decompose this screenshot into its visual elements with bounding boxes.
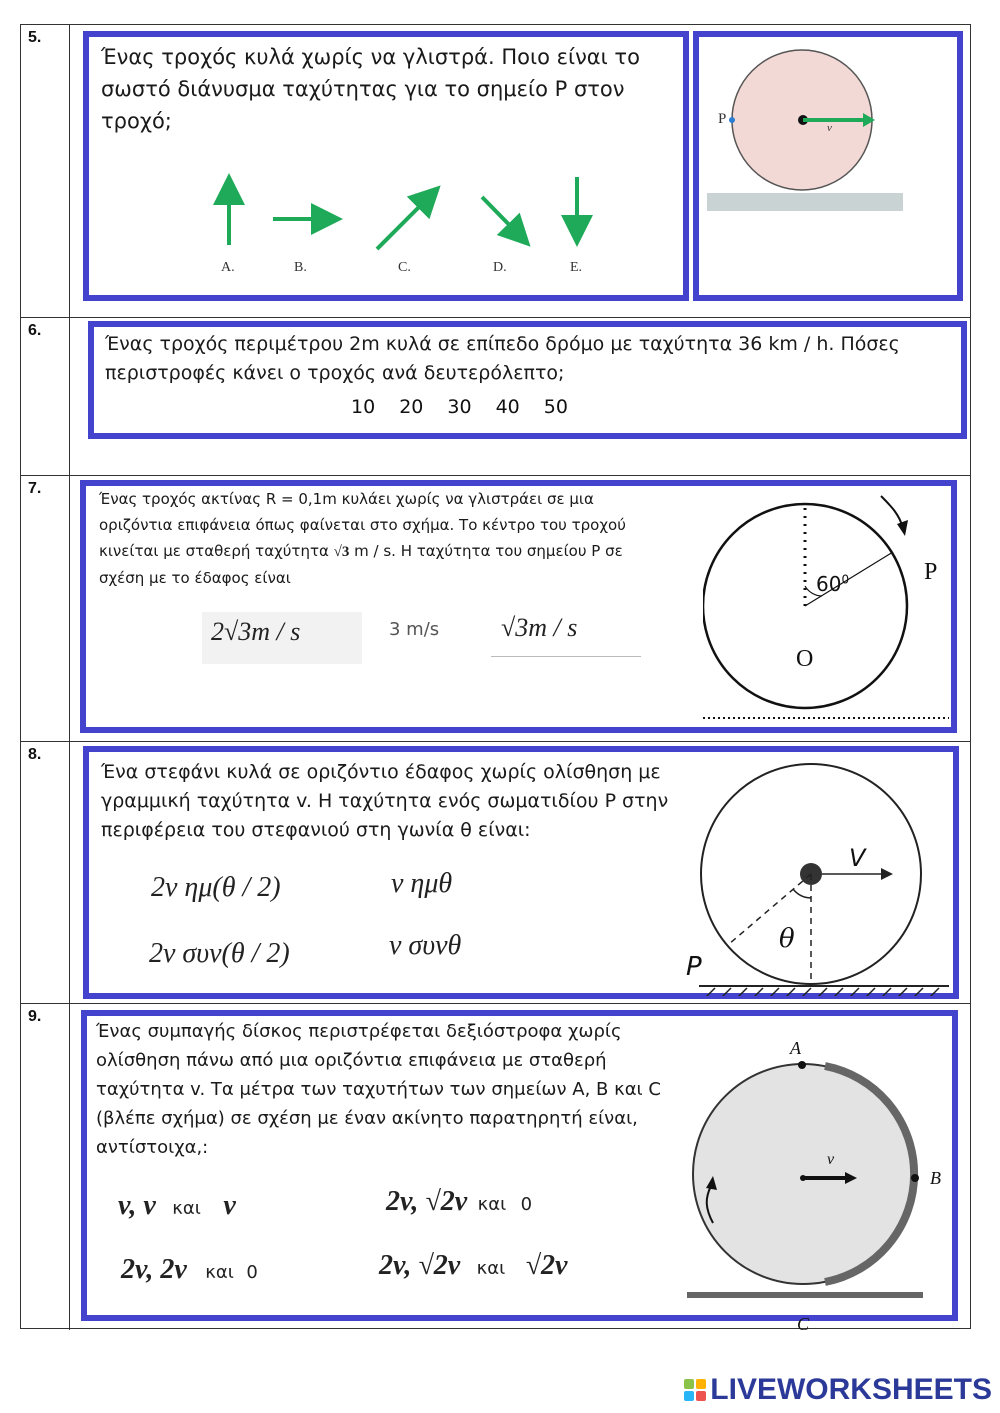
question-text: Ένας τροχός ακτίνας R = 0,1m κυλάει χωρίς να γλιστράει σε μια οριζόντια επιφάνεια όπως φαίνεται στο σχήμα. Το κέντρο του τροχού κινείται με σταθερή ταχύτητα √3 m / s. Η ταχύτητα του σημείου P σε σχέση με το έδαφος είναι	[99, 490, 626, 587]
question-text: Ένας τροχός κυλά χωρίς να γλιστρά. Ποιο είναι το σωστό διάνυσμα ταχύτητας για το σημείο P στον τροχό;	[101, 45, 640, 133]
wheel-angle-figure	[703, 486, 953, 726]
option-label: A.	[221, 260, 235, 275]
option-label: B.	[294, 260, 307, 275]
option[interactable]: 2√3m / s	[211, 617, 301, 646]
option[interactable]: v ημθ	[391, 868, 453, 899]
option[interactable]: 2v συν(θ / 2)	[149, 938, 290, 969]
question-number: 8.	[28, 746, 42, 763]
option[interactable]: 10	[351, 396, 376, 418]
point-label: P	[686, 952, 702, 982]
question-number: 9.	[28, 1008, 42, 1025]
question-number: 7.	[28, 480, 42, 497]
point-a-label: A	[790, 1038, 801, 1058]
wheel-figure	[705, 45, 925, 245]
option[interactable]: 2v, √2v και 0	[386, 1186, 533, 1217]
option[interactable]: 2v, 2v και 0	[121, 1254, 258, 1285]
arrow-d	[482, 197, 525, 241]
option[interactable]: 20	[399, 396, 424, 418]
center-label: O	[796, 646, 814, 672]
option-label: C.	[398, 260, 411, 275]
option[interactable]: 40	[495, 396, 520, 418]
question-row-8	[21, 742, 970, 1004]
option-label: E.	[570, 260, 583, 275]
option[interactable]: v, v και v	[118, 1190, 236, 1221]
arrow-c	[377, 191, 435, 249]
option[interactable]: v συνθ	[389, 930, 462, 961]
question-number: 6.	[28, 322, 42, 339]
question-text: Ένα στεφάνι κυλά σε οριζόντιο έδαφος χωρίς ολίσθηση με γραμμική ταχύτητα v. Η ταχύτητα ενός σωματιδίου P στην περιφέρεια του στεφανιού στη γωνία θ είναι:	[101, 761, 669, 841]
option[interactable]: 2v ημ(θ / 2)	[151, 872, 281, 903]
point-label: P	[718, 111, 727, 127]
velocity-label: V	[849, 844, 866, 872]
question-text: Ένας συμπαγής δίσκος περιστρέφεται δεξιόστροφα χωρίς ολίσθηση πάνω από μια οριζόντια επιφάνεια με σταθερή ταχύτητα v. Τα μέτρα των ταχυτήτων των σημείων A, B και C (βλέπε σχήμα) σε σχέση με έναν ακίνητο παρατηρητή είναι, αντίστοιχα,:	[96, 1021, 661, 1158]
question-row-9	[21, 1004, 970, 1334]
option[interactable]: 50	[543, 396, 568, 418]
question-number: 5.	[28, 29, 42, 46]
point-label: P	[924, 559, 938, 585]
velocity-label: v	[827, 122, 832, 134]
angle-label: θ	[779, 924, 795, 954]
option[interactable]: 3 m/s	[389, 619, 440, 640]
question-row-5	[21, 25, 970, 318]
answer-arrows	[91, 165, 651, 285]
liveworksheets-logo[interactable]	[684, 1373, 992, 1407]
brand-text: LIVEWORKSHEETS	[710, 1373, 992, 1406]
disk-figure	[685, 1048, 935, 1298]
velocity-label: v	[827, 1151, 835, 1168]
question-row-6	[21, 318, 970, 476]
option[interactable]: 2v, √2v και √2v	[379, 1250, 568, 1281]
angle-label: $60^0$	[816, 572, 850, 596]
option[interactable]: 30	[447, 396, 472, 418]
option-label: D.	[493, 260, 507, 275]
question-row-7	[21, 476, 970, 742]
option[interactable]: √3m / s	[501, 613, 578, 642]
options-list	[351, 396, 568, 418]
question-text: Ένας τροχός περιμέτρου 2m κυλά σε επίπεδο δρόμο με ταχύτητα 36 km / h. Πόσες περιστροφές κάνει ο τροχός ανά δευτερόλεπτο;	[105, 333, 900, 384]
hoop-figure	[677, 756, 952, 996]
worksheet-table	[20, 24, 971, 1334]
point-c-label: C	[797, 1314, 810, 1334]
point-b-label: B	[930, 1168, 941, 1188]
logo-icon	[684, 1379, 706, 1401]
